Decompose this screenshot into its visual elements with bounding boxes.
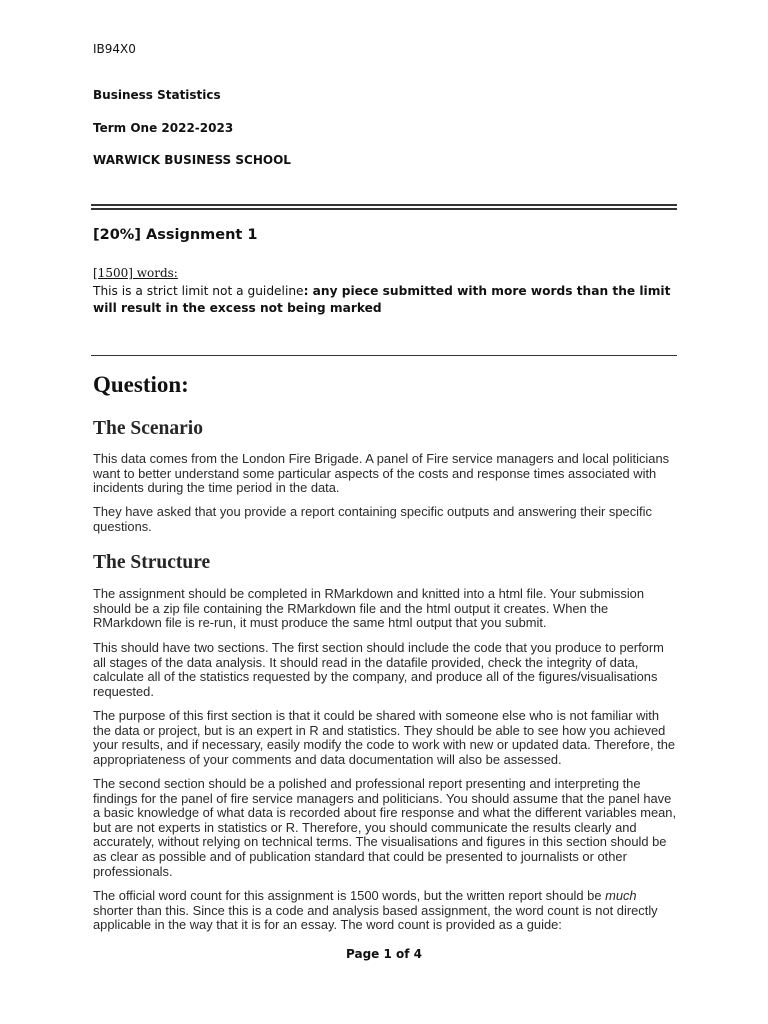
- structure-paragraph-5: [93, 889, 679, 933]
- scenario-heading: The Scenario: [93, 418, 203, 439]
- word-count-text-2: shorter than this. Since this is a code and analysis based assignment, the word count is not directly applicable in the way that it is for an essay. The word count is provided as a guide:: [93, 902, 658, 933]
- structure-paragraph-4: The second section should be a polished and professional report presenting and interpreting the findings for the panel of fire service managers and politicians. You should assume that the panel have a basic knowledge of what data is recorded about fire response and what the different variables mean, but are not experts in statistics or R. Therefore, you should communicate the results clearly and accurately, without relying on technical terms. The visualisations and figures in this section should be as clear as possible and of publication standard that could be presented to journalists or other professionals.: [93, 776, 677, 879]
- limit-text-2: not a guideline: [212, 284, 304, 298]
- emphasis-much: much: [605, 888, 637, 903]
- scenario-paragraph-2: They have asked that you provide a report containing specific outputs and answering their specific questions.: [93, 504, 652, 534]
- assignment-title: [20%] Assignment 1: [93, 227, 258, 243]
- double-divider: [91, 204, 677, 210]
- word-count-text-1: The official word count for this assignment is 1500 words, but the written report should be: [93, 888, 606, 903]
- word-limit-label: [1500] words:: [93, 266, 178, 280]
- limit-text-1: This is a strict limit: [93, 284, 213, 298]
- term-label: Term One 2022-2023: [93, 121, 234, 135]
- page-number: Page 1 of 4: [346, 947, 422, 961]
- module-code: IB94X0: [93, 42, 136, 56]
- structure-paragraph-1: The assignment should be completed in RMarkdown and knitted into a html file. Your submission should be a zip file containing the RMarkdown file and the html output it creates. When the RMarkdown file is re-run, it must produce the same html output that you submit.: [93, 586, 645, 631]
- school-name: WARWICK BUSINESS SCHOOL: [93, 153, 291, 167]
- structure-paragraph-3: The purpose of this first section is that it could be shared with someone else who is not familiar with the data or project, but is an expert in R and statistics. They should be able to see how you achieved your results, and if necessary, easily modify the code to work with new or updated data. Therefore, the appropriateness of your comments and data documentation will also be assessed.: [93, 708, 676, 767]
- single-divider: [91, 355, 677, 356]
- question-heading: Question:: [93, 372, 189, 397]
- course-title: Business Statistics: [93, 88, 221, 102]
- scenario-paragraph-1: This data comes from the London Fire Brigade. A panel of Fire service managers and local politicians want to better understand some particular aspects of the costs and response times associated with incidents during the time period in the data.: [93, 451, 670, 496]
- word-limit-note: [93, 283, 683, 317]
- structure-paragraph-2: This should have two sections. The first section should include the code that you produce to perform all stages of the data analysis. It should read in the datafile provided, check the integrity of data, calculate all of the statistics requested by the company, and produce all of the figures/visualisations requested.: [93, 640, 664, 699]
- structure-heading: The Structure: [93, 552, 211, 573]
- limit-text-3: : any piece submitted with more words than the limit will result in the excess not being marked: [93, 284, 671, 315]
